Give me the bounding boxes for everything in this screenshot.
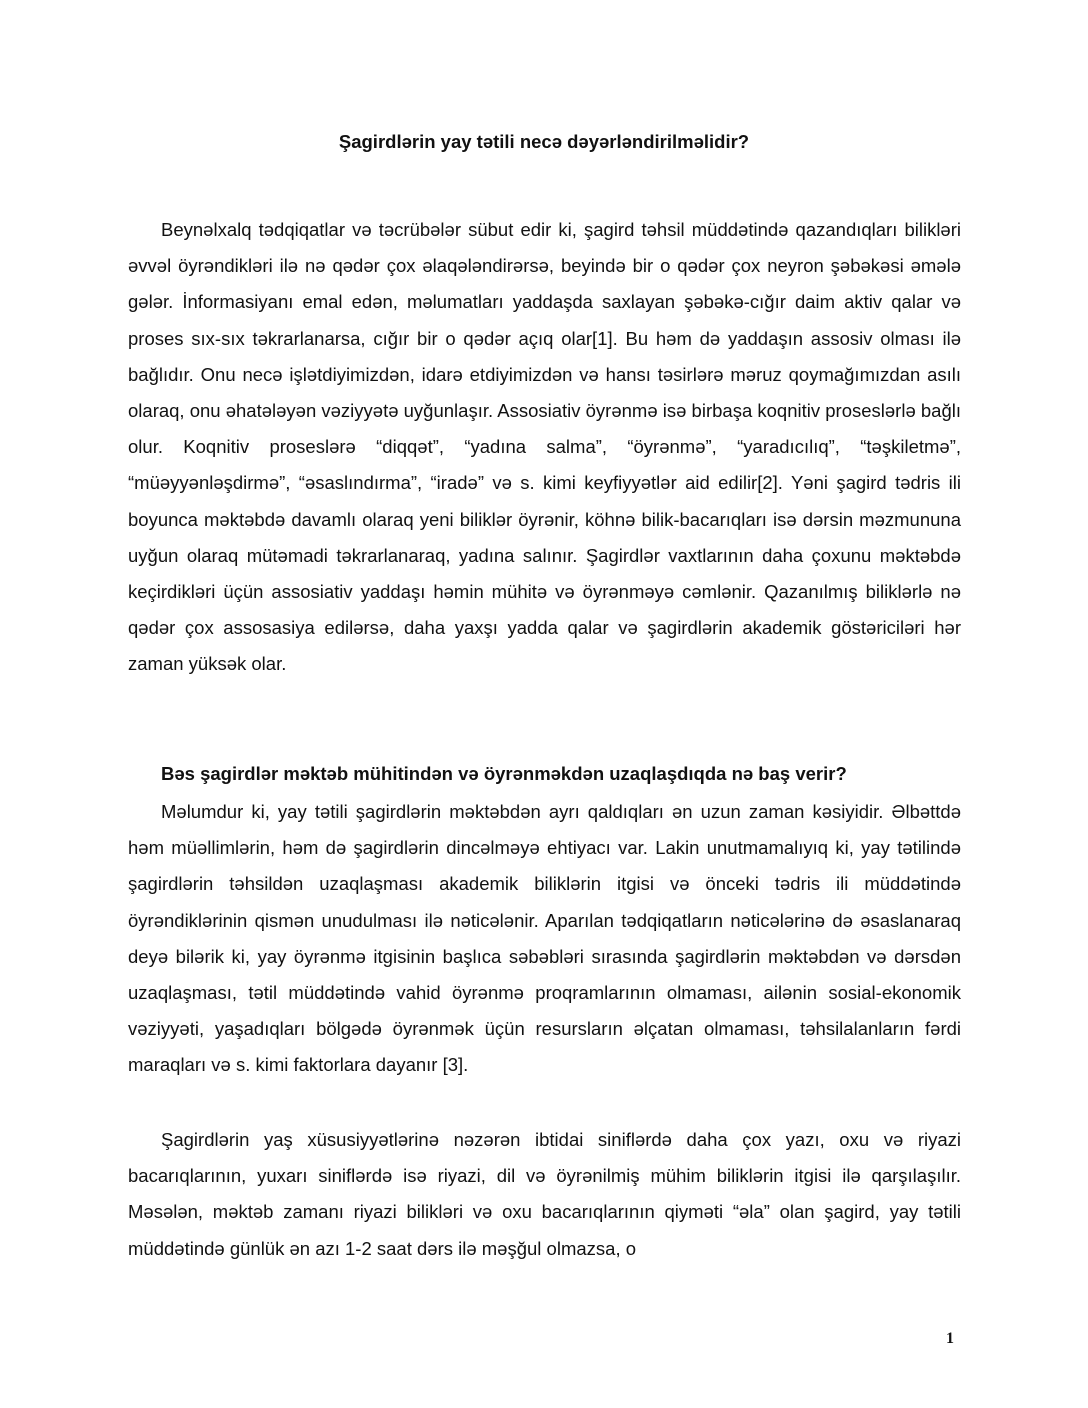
section-subheading: Bəs şagirdlər məktəb mühitindən və öyrənməkdən uzaqlaşdıqda nə baş verir? <box>161 763 847 784</box>
page-number: 1 <box>946 1330 954 1347</box>
paragraph-age-differences: Şagirdlərin yaş xüsusiyyətlərinə nəzərən ibtidai siniflərdə daha çox yazı, oxu və riyazi bacarıqlarının, yuxarı siniflərdə isə riyazi, dil və öyrənilmiş mühim biliklərin itgisi ilə qarşılaşılır. Məsələn, məktəb zamanı riyazi bilikləri və oxu bacarıqlarının qiyməti “əla” olan şagird, yay tətili müddətində günlük ən azı 1-2 saat dərs ilə məşğul olmazsa, o <box>128 1129 961 1259</box>
paragraph-associative-learning: Beynəlxalq tədqiqatlar və təcrübələr sübut edir ki, şagird təhsil müddətində qazandıqları bilikləri əvvəl öyrəndikləri ilə nə qədər çox əlaqələndirərsə, beyində bir o qədər çox neyron şəbəkəsi əmələ gələr. İnformasiyanı emal edən, məlumatları yaddaşda saxlayan şəbəkə-cığır daim aktiv qalar və proses sıx-sıx təkrarlanarsa, cığır bir o qədər açıq olar[1]. Bu həm də yaddaşın assosiv olması ilə bağlıdır. Onu necə işlətdiyimizdən, idarə etdiyimizdən və hansı təsirlərə məruz qoymağımızdan asılı olaraq, onu əhatələyən vəziyyətə uyğunlaşır. Assosiativ öyrənmə isə birbaşa koqnitiv proseslərlə bağlı olur. Koqnitiv proseslərə “diqqət”, “yadına salma”, “öyrənmə”, “yaradıcılıq”, “təşkiletmə”, “müəyyənləşdirmə”, “əsaslındırma”, “iradə” və s. kimi keyfiyyətlər aid edilir[2]. Yəni şagird tədris ili boyunca məktəbdə davamlı olaraq yeni biliklər öyrənir, köhnə bilik-bacarıqları isə dərsin məzmununa uyğun olaraq mütəmadi təkrarlanaraq, yadına salınır. Şagirdlər vaxtlarının daha çoxunu məktəbdə keçirdikləri üçün assosiativ yaddaşı həmin mühitə və öyrənməyə cəmlənir. Qazanılmış biliklərlə nə qədər çox assosasiya edilərsə, daha yaxşı yadda qalar və şagirdlərin akademik göstəriciləri hər zaman yüksək olar. <box>128 219 961 675</box>
paragraph-summer-learning-loss: Məlumdur ki, yay tətili şagirdlərin məktəbdən ayrı qaldıqları ən uzun zaman kəsiyidir. Əlbəttdə həm müəllimlərin, həm də şagirdlərin dincəlməyə ehtiyacı var. Lakin unutmamalıyıq ki, yay tətilində şagirdlərin təhsildən uzaqlaşması akademik biliklərin itgisi və önceki tədris ili müddətində öyrəndiklərinin qismən unudulması ilə nəticələnir. Aparılan tədqiqatların nəticələrinə də əsaslanaraq deyə bilərik ki, yay öyrənmə itgisinin başlıca səbəbləri sırasında şagirdlərin məktəbdən və dərsdən uzaqlaşması, tətil müddətində vahid öyrənmə proqramlarının olmaması, ailənin sosial-ekonomik vəziyyəti, yaşadıqları bölgədə öyrənmək üçün resursların əlçatan olmaması, təhsilalanların fərdi maraqları və s. kimi faktorlara dayanır [3]. <box>128 801 961 1076</box>
document-title: Şagirdlərin yay tətili necə dəyərləndirilməlidir? <box>338 131 750 152</box>
